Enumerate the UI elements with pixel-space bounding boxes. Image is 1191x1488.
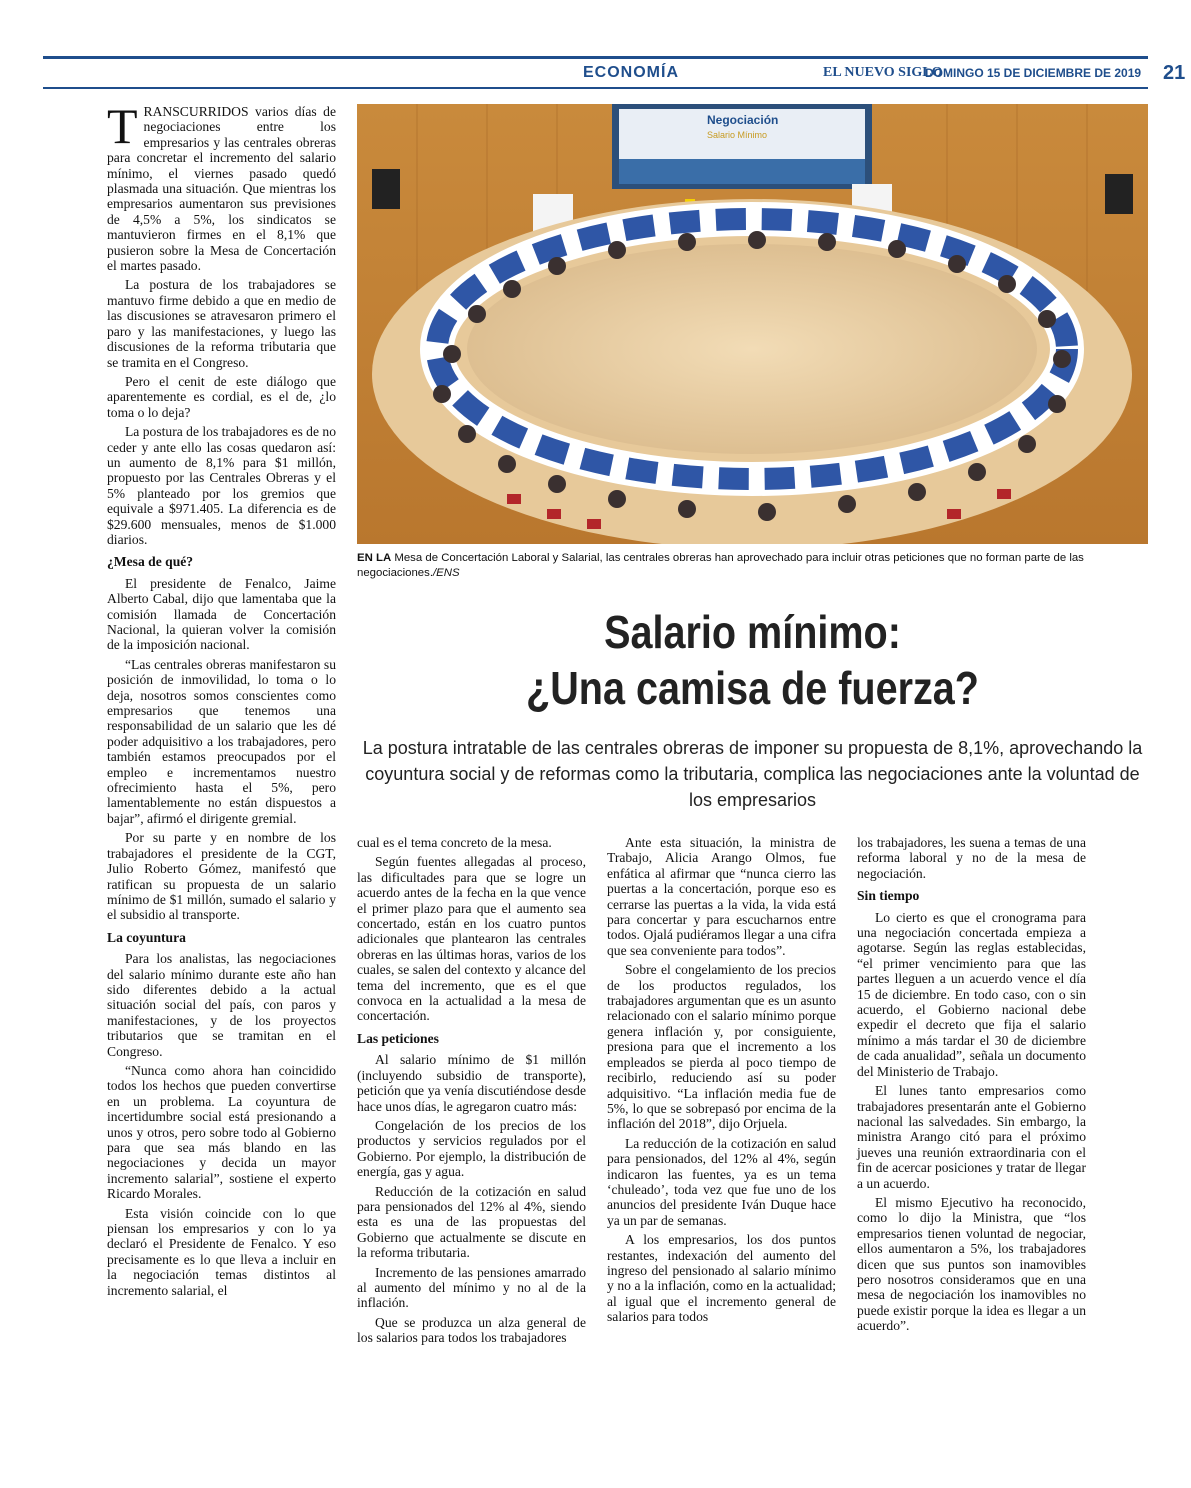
paragraph: Congelación de los precios de los productos y servicios regulados por el Gobierno. Por ejemplo, la distribución de energía, gas y agua. <box>357 1117 586 1180</box>
paragraph: Que se produzca un alza general de los salarios para todos los trabajadores <box>357 1314 586 1346</box>
paragraph: Esta visión coincide con lo que piensan los empresarios y con lo ya declaró el Presidente de Fenalco. Y eso precisamente es lo que lleva a incluir en la negociación temas distintos al incremento salarial, el <box>107 1205 336 1298</box>
subheadline: La postura intratable de las centrales obreras de imponer su propuesta de 8,1%, aprovechando la coyuntura social y de reformas como la tributaria, complica las negociaciones ante la voluntad de los empresarios <box>362 738 1143 810</box>
paragraph: La reducción de la cotización en salud para pensionados, del 12% al 4%, según indicaron las fuentes, ya es un tema ‘chuleado’, toda vez que fue uno de los anuncios del presidente Iván Duque hace ya un par de semanas. <box>607 1135 836 1228</box>
article-column-4 <box>857 835 1086 1338</box>
article-column-3 <box>607 835 836 1329</box>
banner-title: Negociación <box>707 113 779 127</box>
paragraph: los trabajadores, les suena a temas de una reforma laboral y no de la mesa de negociación. <box>857 835 1086 881</box>
newspaper-name: EL NUEVO SIGLO <box>823 65 943 80</box>
section-name: ECONOMÍA <box>583 64 679 81</box>
headline: Salario mínimo: ¿Una camisa de fuerza? <box>526 606 979 714</box>
paragraph: cual es el tema concreto de la mesa. <box>357 835 552 850</box>
paragraph: Al salario mínimo de $1 millón (incluyendo subsidio de transporte), petición que ya venía discutiéndose desde hace unos días, le agregaron cuatro más: <box>357 1052 586 1114</box>
article-column-2 <box>357 835 586 1350</box>
paragraph: Para los analistas, las negociaciones del salario mínimo durante este año han sido diferentes debido a la actual situación social del país, con paros y manifestaciones, y de los proyectos tributarios que se tramitan en el Congreso. <box>107 951 336 1059</box>
paragraph: Lo cierto es que el cronograma para una negociación concertada empieza a agotarse. Según las reglas establecidas, “el primer vencimiento para que las partes lleguen a un acuerdo vence el día 15 de diciembre. En todo caso, con o sin acuerdo, el Gobierno nacional debe expedir el decreto que fija el salario mínimo a más tardar el 30 de diciembre de cada anualidad”, señala un documento del Ministerio de Trabajo. <box>857 909 1086 1079</box>
caption-lead: EN LA <box>357 552 392 564</box>
drop-cap: T <box>107 98 138 154</box>
paragraph: Sobre el congelamiento de los precios de los productos regulados, los trabajadores argumentan que es un asunto relacionado con el salario mínimo porque genera inflación y, por consiguiente, presiona para que el incremento a los empleados se pierda al poco tiempo de recibirlo, reduciendo así su poder adquisitivo. “La inflación media fue de 5%, lo que se sobrepasó por encima de la inflación del 2018”, dijo Orjuela. <box>607 962 836 1132</box>
paragraph: El lunes tanto empresarios como trabajadores presentarán ante el Gobierno nacional las salvedades. Sin embargo, la ministra Arango citó para el próximo jueves una reunión extraordinaria con el fin de acercar posiciones y tratar de llegar a un acuerdo. <box>857 1083 1086 1191</box>
paragraph: Ante esta situación, la ministra de Trabajo, Alicia Arango Olmos, fue enfática al afirmar que “nunca cierro las puertas a la concertación, porque eso es cerrarse las puertas a la vida, la vida está para concertar y para escucharnos entre todos. Ojalá pudiéramos llegar a una cifra que sea conveniente para todos”. <box>607 835 836 958</box>
paragraph: Incremento de las pensiones amarrado al aumento del mínimo y no al de la inflación. <box>357 1264 586 1311</box>
subheading: Las peticiones <box>357 1030 439 1046</box>
paragraph: Según fuentes allegadas al proceso, las dificultades para que se logre un acuerdo antes de la fecha en la que vence el primer plazo para que el aumento sea concertado, están en los cuatro puntos adicionales que plantearon las centrales obreras en las últimas horas, varios de los cuales, se salen del contexto y alcance del tema del incremento, que es el que convoca en la actualidad a la mesa de concertación. <box>357 854 586 1024</box>
photo-credit: /ENS <box>433 567 460 579</box>
paragraph: Pero el cenit de este diálogo que aparentemente es cordial, es el de, ¿lo toma o lo deja? <box>107 373 336 420</box>
subheading: ¿Mesa de qué? <box>107 554 194 570</box>
paragraph: La postura de los trabajadores se mantuvo firme debido a que en medio de las discusiones se atravesaron primero el paro y las manifestaciones, y luego las discusiones de la reforma tributaria que se tramita en el Congreso. <box>107 277 336 370</box>
paragraph: Reducción de la cotización en salud para pensionados del 12% al 4%, siendo esta es una de las propuestas del Gobierno que actualmente se discute en la reforma tributaria. <box>357 1183 586 1261</box>
page-number: 21 <box>1163 62 1186 84</box>
paragraph: La postura de los trabajadores es de no ceder y ante ello las cosas quedaron así: un aumento de 8,1% para $1 millón, propuesto por las Centrales Obreras y el 5% planteado por los gremios que equivale a $971.405. La diferencia es de $29.600 mensuales, menos de $1.000 diarios. <box>107 424 337 547</box>
subheading: Sin tiempo <box>857 888 920 904</box>
paragraph: “Las centrales obreras manifestaron su posición de inmovilidad, lo toma o lo deja, nosotros somos conscientes como empresarios que tenemos una responsabilidad de un salario que les dé poder adquisitivo a los trabajadores, pero también estamos preocupados por el empleo e incrementamos nuestro ofrecimiento hasta el 5%, pero lamentablemente no están dispuestos a bajar”, afirmó el dirigente gremial. <box>107 656 336 826</box>
lead-paragraph: TRANSCURRIDOS varios días de negociaciones entre los empresarios y las centrales obreras para concretar el incremento del salario mínimo, el viernes pasado quedó plasmada una situación. Que mientras los empresarios aumentaron sus previsiones de 4,5% a 5%, los sindicatos se mantuvieron firmes en el 8,1% que pusieron sobre la Mesa de Concertación el martes pasado. <box>107 98 336 274</box>
paragraph: El presidente de Fenalco, Jaime Alberto Cabal, dijo que lamentaba que la comisión llamada de Concertación Nacional, la quieran volver la comisión de la imposición nacional. <box>107 575 336 653</box>
meeting-photo <box>357 104 1148 544</box>
article-column-1 <box>107 98 337 1302</box>
photo-caption: EN LA Mesa de Concertación Laboral y Salarial, las centrales obreras han aprovechado para incluir otras peticiones que no forman parte de las negociaciones./ENS <box>357 552 1084 579</box>
banner-subtitle: Salario Mínimo <box>707 130 768 140</box>
paragraph: A los empresarios, los dos puntos restantes, indexación del aumento del ingreso del pensionado al salario mínimo y no a la inflación, como en la actualidad; al igual que el incremento general de salarios para todos <box>607 1232 836 1325</box>
issue-date: DOMINGO 15 DE DICIEMBRE DE 2019 <box>925 66 1142 80</box>
paragraph: “Nunca como ahora han coincidido todos los hechos que pueden convertirse en un problema. La coyuntura de incertidumbre social está presionando a unos y otros, pero sobre todo al Gobierno para que sea más blando en las negociaciones y decida un mayor incremento salarial”, sostiene el experto Ricardo Morales. <box>107 1062 336 1202</box>
lead-caps: RANSCURRIDOS <box>143 104 249 119</box>
subheading: La coyuntura <box>107 929 186 945</box>
paragraph: Por su parte y en nombre de los trabajadores el presidente de la CGT, Julio Roberto Gómez, manifestó que ratifican su propuesta de un salario mínimo de $1 millón, sumado el salario y el subsidio al transporte. <box>107 830 336 923</box>
page-header <box>43 56 1186 89</box>
paragraph: El mismo Ejecutivo ha reconocido, como lo dijo la Ministra, que “los empresarios tienen voluntad de negociar, ellos aumentaron a 5%, los trabajadores dicen que sus puntos son inamovibles pero nosotros consideramos que en una mesa de negociación los inamovibles no puede existir porque la idea es llegar a un acuerdo”. <box>857 1194 1086 1334</box>
